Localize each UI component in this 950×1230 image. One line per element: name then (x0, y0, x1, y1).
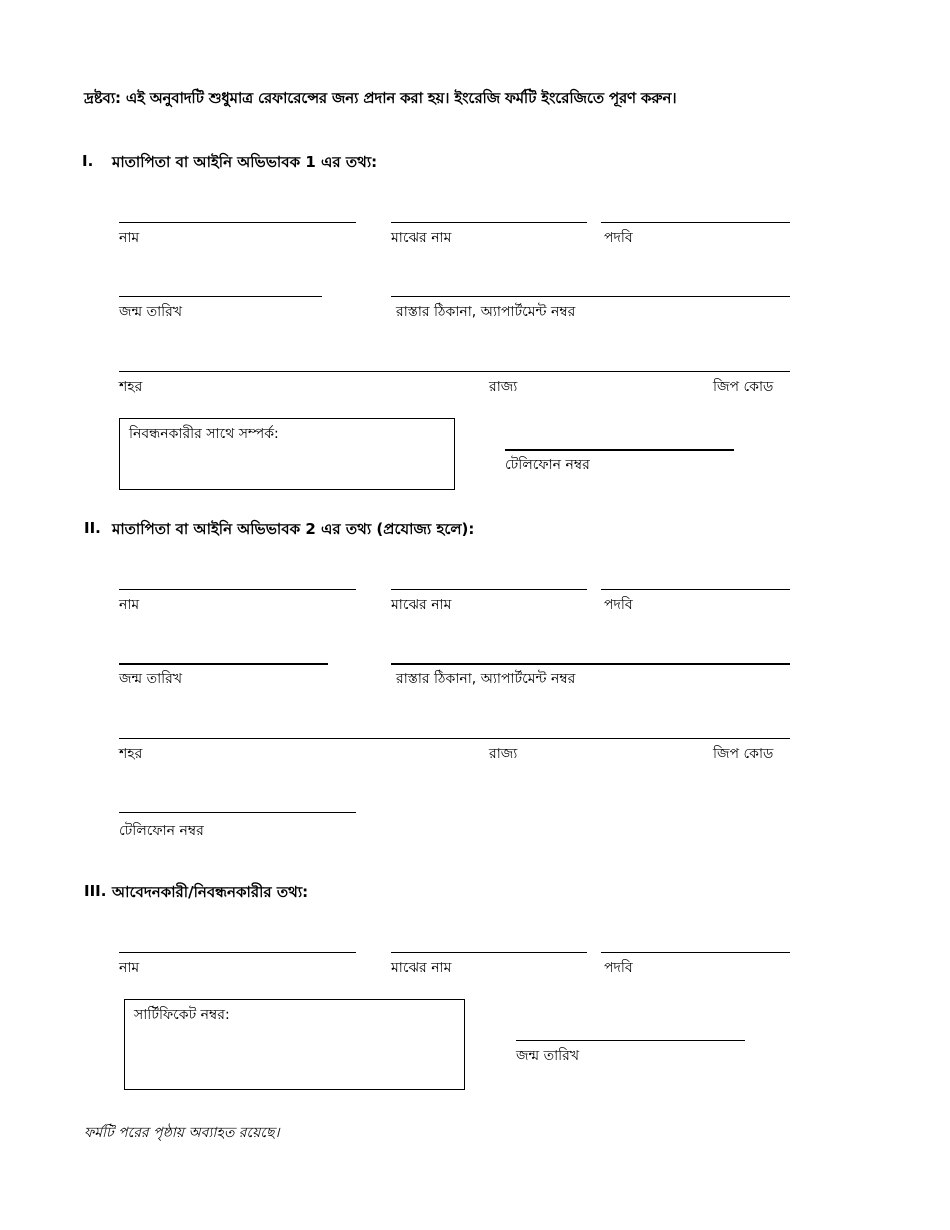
s2-city-state-zip-field[interactable] (119, 738, 790, 739)
s3-dob-label: জন্ম তারিখ (516, 1048, 580, 1064)
s2-dob-label: জন্ম তারিখ (119, 671, 183, 687)
s2-middle-name-field[interactable] (391, 589, 587, 590)
s1-surname-field[interactable] (601, 222, 790, 223)
s1-city-state-zip-field[interactable] (119, 371, 790, 372)
section-3-number: III. (84, 882, 107, 900)
s2-name-field[interactable] (119, 589, 356, 590)
s2-middle-name-label: মাঝের নাম (391, 597, 452, 613)
section-2-number: II. (84, 519, 101, 537)
s1-name-field[interactable] (119, 222, 356, 223)
s1-surname-label: পদবি (604, 230, 633, 246)
s1-dob-label: জন্ম তারিখ (119, 304, 183, 320)
section-2-title: মাতাপিতা বা আইনি অভিভাবক 2 এর তথ্য (প্রযোজ্য হলে): (112, 520, 475, 538)
s1-state-label: রাজ্য (489, 379, 518, 395)
s2-name-label: নাম (119, 597, 140, 613)
s2-street-label: রাস্তার ঠিকানা, অ্যাপার্টমেন্ট নম্বর (396, 671, 576, 687)
s1-zip-label: জিপ কোড (713, 379, 774, 395)
s1-street-label: রাস্তার ঠিকানা, অ্যাপার্টমেন্ট নম্বর (396, 304, 576, 320)
s1-middle-name-label: মাঝের নাম (391, 230, 452, 246)
s3-surname-field[interactable] (601, 952, 790, 953)
section-1-title: মাতাপিতা বা আইনি অভিভাবক 1 এর তথ্য: (112, 153, 378, 171)
s3-middle-name-label: মাঝের নাম (391, 960, 452, 976)
section-1-number: I. (82, 152, 94, 170)
s1-name-label: নাম (119, 230, 140, 246)
s1-phone-field[interactable] (505, 449, 734, 451)
s2-phone-field[interactable] (119, 812, 356, 813)
s1-relationship-label: নিবন্ধনকারীর সাথে সম্পর্ক: (129, 426, 279, 442)
s1-city-label: শহর (119, 379, 143, 395)
s1-dob-field[interactable] (119, 296, 322, 297)
s2-city-label: শহর (119, 746, 143, 762)
s2-phone-label: টেলিফোন নম্বর (119, 823, 204, 839)
s2-zip-label: জিপ কোড (713, 746, 774, 762)
s3-name-field[interactable] (119, 952, 356, 953)
s2-surname-label: পদবি (604, 597, 633, 613)
s2-dob-field[interactable] (119, 663, 328, 665)
s1-relationship-box[interactable] (119, 418, 455, 490)
s2-state-label: রাজ্য (489, 746, 518, 762)
s3-certificate-box[interactable] (124, 999, 465, 1090)
s1-middle-name-field[interactable] (391, 222, 587, 223)
section-3-title: আবেদনকারী/নিবন্ধনকারীর তথ্য: (112, 883, 309, 901)
s2-street-field[interactable] (391, 663, 790, 665)
s1-phone-label: টেলিফোন নম্বর (505, 457, 590, 473)
s1-street-field[interactable] (391, 296, 790, 297)
s3-certificate-label: সার্টিফিকেট নম্বর: (134, 1007, 230, 1023)
s3-name-label: নাম (119, 960, 140, 976)
s2-surname-field[interactable] (601, 589, 790, 590)
s3-dob-field[interactable] (516, 1040, 745, 1041)
s3-middle-name-field[interactable] (391, 952, 587, 953)
s3-surname-label: পদবি (604, 960, 633, 976)
translation-note: দ্রষ্টব্য: এই অনুবাদটি শুধুমাত্র রেফারেন্সের জন্য প্রদান করা হয়। ইংরেজি ফর্মটি ইংরেজিতে পূরণ করুন। (84, 89, 677, 107)
continued-note: ফর্মটি পরের পৃষ্ঠায় অব্যাহত রয়েছে। (84, 1125, 280, 1141)
